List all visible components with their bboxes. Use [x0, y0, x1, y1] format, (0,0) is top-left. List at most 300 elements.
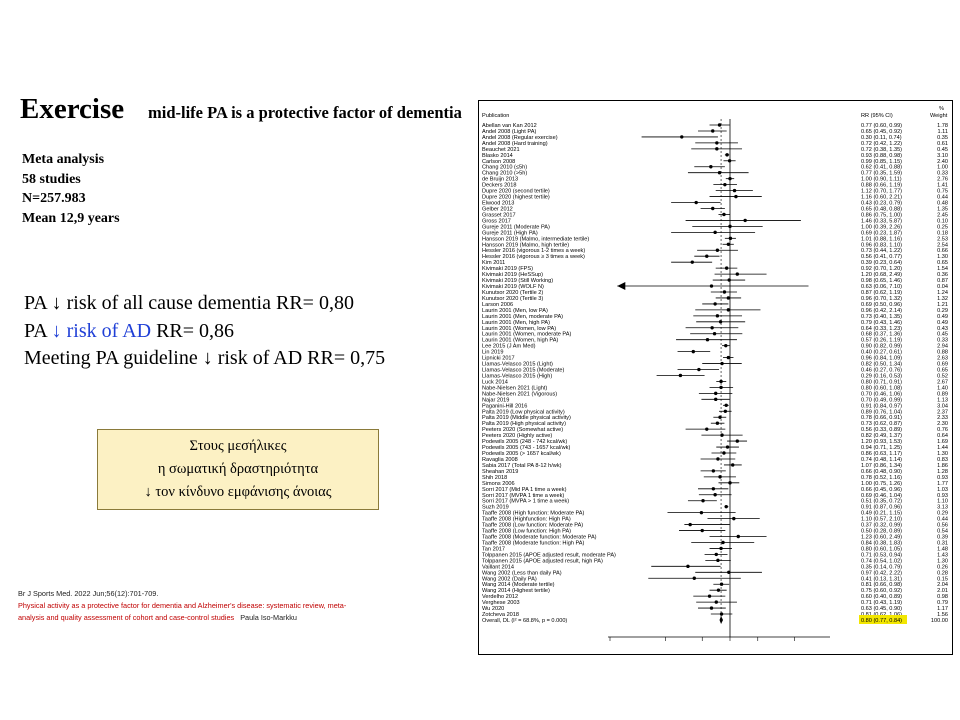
forest-plot [478, 100, 953, 655]
rr-value: 0.40 (0.27, 0.61) [861, 349, 903, 356]
meta-analysis-summary [22, 150, 120, 228]
weight-value: 1.43 [937, 552, 948, 559]
weight-value: 2.30 [937, 421, 948, 428]
study-label: Hansson 2019 (Malmo, high tertile) [482, 242, 570, 249]
point-estimate [708, 594, 711, 597]
point-estimate [716, 314, 719, 317]
point-estimate [716, 421, 719, 424]
greek-line: Στους μεσήλικες [189, 438, 287, 454]
rr-value: 0.62 (0.41, 0.88) [861, 164, 903, 171]
study-label: Palta 2019 (Low physical activity) [482, 409, 565, 416]
weight-value: 0.44 [937, 516, 948, 523]
point-estimate [713, 493, 716, 496]
forest-plot-svg [478, 100, 953, 655]
point-estimate [725, 404, 728, 407]
rr-value: 1.00 (0.75, 1.26) [861, 480, 903, 487]
point-estimate [727, 296, 730, 299]
study-label: Laurin 2001 (Men, high PA) [482, 319, 550, 326]
point-estimate [719, 320, 722, 323]
point-estimate [724, 410, 727, 413]
rr-value: 0.80 (0.71, 0.91) [861, 379, 903, 386]
weight-value: 1.11 [937, 128, 948, 135]
weight-value: 0.88 [937, 349, 948, 356]
study-label: Tolppanen 2015 (APOE adjusted result, moderate PA) [482, 552, 616, 559]
overall-diamond [720, 616, 723, 624]
weight-value: 3.13 [937, 504, 948, 511]
study-label: Taaffe 2008 (Moderate function: High PA) [482, 540, 585, 547]
study-label: Dupre 2020 (second tertile) [482, 188, 550, 195]
point-estimate [711, 207, 714, 210]
rr-value: 0.63 (0.45, 0.90) [861, 606, 903, 613]
study-label: Chang 2010 (≤5h) [482, 164, 528, 171]
rr-value: 0.43 (0.23, 0.79) [861, 200, 903, 207]
point-estimate [728, 177, 731, 180]
point-estimate [717, 588, 720, 591]
study-label: Hansson 2019 (Malmo, intermediate tertile) [482, 236, 590, 243]
rr-value: 0.46 (0.27, 0.76) [861, 367, 903, 374]
rr-value: 0.50 (0.28, 0.89) [861, 528, 903, 535]
study-label: Simons 2006 [482, 480, 515, 487]
point-estimate [686, 565, 689, 568]
weight-value: 0.04 [937, 284, 948, 291]
rr-value: 0.92 (0.70, 1.20) [861, 266, 903, 273]
point-estimate [722, 451, 725, 454]
point-estimate [727, 278, 730, 281]
rr-value: 1.46 (0.33, 5.87) [861, 218, 903, 225]
study-label: Kunutsor 2020 (Tertile 2) [482, 289, 544, 296]
meta-line: 58 studies [22, 171, 81, 187]
weight-value: 0.44 [937, 194, 948, 201]
ci-arrow [617, 282, 625, 290]
finding-ad [24, 318, 385, 346]
rr-value: 0.78 (0.66, 0.91) [861, 415, 903, 422]
point-estimate [723, 183, 726, 186]
study-label: Gelber 2012 [482, 206, 513, 213]
weight-value: 0.33 [937, 170, 948, 177]
weight-value: 0.49 [937, 319, 948, 326]
rr-value: 0.96 (0.84, 1.09) [861, 355, 903, 362]
point-estimate [721, 541, 724, 544]
study-label: Llamas-Velasco 2015 (Moderate) [482, 367, 565, 374]
weight-value: 0.93 [937, 474, 948, 481]
study-label: Laurin 2001 (Women, low PA) [482, 325, 557, 332]
point-estimate [714, 392, 717, 395]
weight-value: 0.54 [937, 528, 948, 535]
study-label: de Bruijn 2013 [482, 176, 519, 183]
point-estimate [727, 571, 730, 574]
rr-value: 0.60 (0.40, 0.89) [861, 594, 903, 601]
weight-value: 2.37 [937, 409, 948, 416]
weight-value: 0.49 [937, 313, 948, 320]
rr-value: 0.71 (0.53, 0.94) [861, 552, 903, 559]
point-estimate [710, 326, 713, 329]
study-label: Najar 2019 [482, 397, 510, 404]
point-estimate [693, 577, 696, 580]
meta-line: N=257.983 [22, 191, 86, 206]
finding-ad-prefix: PA [24, 319, 52, 342]
header-rr: RR (95% CI) [861, 113, 893, 119]
weight-value: 0.28 [937, 570, 948, 577]
rr-value: 0.94 (0.71, 1.25) [861, 445, 903, 452]
weight-value: 2.94 [937, 343, 948, 350]
rr-value: 1.23 (0.60, 2.49) [861, 534, 903, 541]
point-estimate [716, 249, 719, 252]
weight-value: 0.45 [937, 146, 948, 153]
point-estimate [716, 559, 719, 562]
study-label: Podewils 2005 (248 - 742 kcal/wk) [482, 439, 568, 446]
weight-value: 0.18 [937, 230, 948, 237]
study-label: Andel 2008 (Regular exercise) [482, 134, 558, 141]
rr-value: 0.88 (0.66, 1.19) [861, 182, 903, 189]
weight-value: 2.53 [937, 236, 948, 243]
point-estimate [727, 243, 730, 246]
point-estimate [733, 189, 736, 192]
point-estimate [718, 171, 721, 174]
rr-value: 0.96 (0.70, 1.32) [861, 295, 903, 302]
rr-value: 1.20 (0.93, 1.53) [861, 439, 903, 446]
rr-value: 0.77 (0.35, 1.59) [861, 170, 903, 177]
weight-value: 1.69 [937, 439, 948, 446]
weight-value: 1.00 [937, 164, 948, 171]
slide-title: Exercise [20, 93, 125, 125]
weight-value: 0.43 [937, 325, 948, 332]
weight-value: 0.26 [937, 564, 948, 571]
rr-value: 0.77 (0.60, 0.99) [861, 123, 903, 129]
point-estimate [736, 272, 739, 275]
point-estimate [694, 201, 697, 204]
study-label: Palta 2019 (Middle physical activity) [482, 415, 571, 422]
point-estimate [706, 338, 709, 341]
weight-value: 0.66 [937, 248, 948, 255]
weight-value: 1.30 [937, 451, 948, 458]
point-estimate [701, 529, 704, 532]
rr-value: 0.74 (0.48, 1.14) [861, 456, 903, 463]
rr-value: 0.64 (0.33, 1.23) [861, 325, 903, 332]
weight-value: 0.25 [937, 224, 948, 231]
study-label: Shih 2018 [482, 474, 508, 481]
rr-value: 1.16 (0.60, 2.21) [861, 194, 903, 201]
weight-value: 1.40 [937, 385, 948, 392]
weight-value: 2.33 [937, 415, 948, 422]
point-estimate [732, 517, 735, 520]
rr-value: 0.57 (0.26, 1.19) [861, 337, 903, 344]
weight-value: 1.21 [937, 301, 948, 308]
study-label: Taaffe 2008 (High function: Moderate PA) [482, 510, 585, 517]
weight-value: 1.32 [937, 295, 948, 302]
weight-value: 0.83 [937, 456, 948, 463]
weight-value: 1.48 [937, 546, 948, 553]
study-label: Kivimaki 2019 (HeSSup) [482, 272, 543, 279]
study-label: Blasko 2014 [482, 152, 513, 159]
study-label: Kivimaki 2019 (WOLF N) [482, 284, 544, 291]
study-label: Kivimaki 2019 (FPS) [482, 266, 533, 273]
study-label: Laurin 2001 (Women, high PA) [482, 337, 559, 344]
point-estimate [736, 439, 739, 442]
rr-value: 0.69 (0.46, 1.04) [861, 492, 903, 499]
weight-value: 0.45 [937, 331, 948, 338]
weight-value: 1.54 [937, 266, 948, 273]
study-label: Beauchet 2021 [482, 146, 520, 153]
weight-value: 0.39 [937, 534, 948, 541]
rr-value: 0.84 (0.38, 1.83) [861, 540, 903, 547]
study-label: Gross 2017 [482, 218, 511, 225]
weight-value: 0.36 [937, 272, 948, 279]
rr-value: 0.80 (0.60, 1.08) [861, 385, 903, 392]
weight-value: 0.29 [937, 307, 948, 314]
rr-value: 0.69 (0.50, 0.96) [861, 301, 903, 308]
point-estimate [720, 433, 723, 436]
point-estimate [716, 457, 719, 460]
study-label: Kim 2011 [482, 260, 506, 267]
weight-value: 0.48 [937, 200, 948, 207]
weight-value: 0.56 [937, 522, 948, 529]
point-estimate [719, 380, 722, 383]
study-label: Hessler 2016 (vigorous ≥ 3 times a week) [482, 254, 585, 261]
study-label: Sorri 2017 (Mid PA 1 time a week) [482, 486, 567, 493]
rr-value: 1.10 (0.57, 2.10) [861, 516, 903, 523]
weight-value: 2.63 [937, 355, 948, 362]
greek-summary-box [97, 429, 379, 510]
study-label: Gureje 2011 (Moderate PA) [482, 224, 550, 231]
study-label: Wang 2002 (Less than daily PA) [482, 570, 562, 577]
rr-value: 1.00 (0.39, 2.26) [861, 224, 903, 231]
weight-value: 0.65 [937, 367, 948, 374]
point-estimate [713, 231, 716, 234]
rr-value: 0.82 (0.49, 1.37) [861, 433, 903, 440]
rr-value: 0.56 (0.33, 0.89) [861, 427, 903, 434]
weight-value: 0.69 [937, 361, 948, 368]
weight-value: 1.30 [937, 254, 948, 261]
study-label: Tolppanen 2015 (APOE adjusted result, high PA) [482, 558, 603, 565]
point-estimate [734, 195, 737, 198]
rr-value: 0.56 (0.41, 0.77) [861, 254, 903, 261]
slide-subtitle: mid-life PA is a protective factor of dementia [148, 103, 462, 122]
weight-value: 1.78 [937, 123, 948, 129]
reference-journal: Br J Sports Med. 2022 Jun;56(12):701-709. [18, 589, 159, 598]
point-estimate [710, 284, 713, 287]
point-estimate [727, 308, 730, 311]
point-estimate [679, 374, 682, 377]
rr-value: 0.72 (0.42, 1.22) [861, 140, 903, 147]
point-estimate [725, 153, 728, 156]
rr-value: 0.68 (0.37, 1.36) [861, 331, 903, 338]
study-label: Wang 2014 (Highest tertile) [482, 588, 550, 595]
study-label: Luck 2014 [482, 379, 508, 386]
study-label: Kivimaki 2019 (Still Working) [482, 278, 554, 285]
weight-value: 2.76 [937, 176, 948, 183]
study-label: Hessler 2016 (vigorous 1-2 times a week) [482, 248, 586, 255]
rr-value: 0.70 (0.46, 1.06) [861, 391, 903, 398]
study-label: Laurin 2001 (Men, moderate PA) [482, 313, 564, 320]
study-label: Peeters 2020 (Highly active) [482, 433, 553, 440]
rr-value: 0.80 (0.60, 1.05) [861, 546, 903, 553]
study-label: Wu 2020 [482, 606, 505, 613]
point-estimate [692, 350, 695, 353]
study-label: Chang 2010 (>5h) [482, 170, 528, 177]
point-estimate [725, 266, 728, 269]
study-label: Andel 2008 (Hard training) [482, 140, 548, 147]
point-estimate [725, 505, 728, 508]
study-label: Gureje 2011 (High PA) [482, 230, 538, 237]
study-label: Vaillant 2014 [482, 564, 514, 571]
weight-value: 0.75 [937, 188, 948, 195]
point-estimate [715, 553, 718, 556]
weight-value: 1.86 [937, 462, 948, 469]
point-estimate [691, 260, 694, 263]
greek-line: ↓ τον κίνδυνο εμφάνισης άνοιας [144, 484, 332, 500]
weight-value: 1.44 [937, 445, 948, 452]
rr-value: 0.93 (0.88, 0.98) [861, 152, 903, 159]
study-label: Llamas-Velasco 2015 (Light) [482, 361, 553, 368]
weight-value: 2.67 [937, 379, 948, 386]
meta-line: Mean 12,9 years [22, 210, 120, 226]
finding-ad-highlight: ↓ risk of AD [51, 319, 152, 342]
rr-value: 0.39 (0.23, 0.64) [861, 260, 903, 267]
weight-value: 0.93 [937, 492, 948, 499]
study-label: Wang 2014 (Moderate tertile) [482, 582, 555, 589]
rr-value: 0.97 (0.42, 2.22) [861, 570, 903, 577]
rr-value: 0.66 (0.45, 0.96) [861, 486, 903, 493]
point-estimate [731, 463, 734, 466]
study-label: Lin 2019 [482, 349, 504, 356]
weight-value: 1.24 [937, 289, 948, 296]
point-estimate [719, 386, 722, 389]
weight-value: 1.30 [937, 558, 948, 565]
point-estimate [711, 129, 714, 132]
point-estimate [719, 547, 722, 550]
rr-value: 0.29 (0.16, 0.53) [861, 373, 903, 380]
weight-value: 2.45 [937, 212, 948, 219]
study-label: Laurin 2001 (Women, moderate PA) [482, 331, 572, 338]
reference-title-end: analysis and quality assessment of cohort and case-control studies [18, 613, 235, 622]
study-label: Kunutsor 2020 (Tertile 3) [482, 295, 544, 302]
weight-value: 1.77 [937, 480, 948, 487]
study-label: Larson 2006 [482, 301, 514, 308]
rr-value: 1.20 (0.68, 2.49) [861, 272, 903, 279]
study-label: Dupre 2020 (highest tertile) [482, 194, 550, 201]
rr-value: 0.82 (0.50, 1.34) [861, 361, 903, 368]
study-label: Deckers 2018 [482, 182, 517, 189]
finding-pa-guideline: Meeting PA guideline ↓ risk of AD RR= 0,75 [24, 347, 386, 369]
weight-value: 0.64 [937, 433, 948, 440]
rr-value: 0.90 (0.82, 0.99) [861, 343, 903, 350]
point-estimate [697, 368, 700, 371]
reference-title: Physical activity as a protective factor for dementia and Alzheimer's disease: systematic review, meta- [18, 601, 347, 610]
overall-label: Overall, DL (I² = 68.8%, p = 0.000) [482, 618, 568, 624]
rr-value: 0.98 (0.65, 1.46) [861, 278, 903, 285]
point-estimate [713, 332, 716, 335]
study-label: Verghese 2003 [482, 600, 520, 607]
point-estimate [715, 147, 718, 150]
point-estimate [727, 356, 730, 359]
study-label: Llamas-Velasco 2015 (High) [482, 373, 553, 380]
rr-value: 0.41 (0.13, 1.31) [861, 576, 903, 583]
study-label: Abellan van Kan 2012 [482, 123, 537, 129]
study-label: Taaffe 2008 (Moderate function: Moderate PA) [482, 534, 597, 541]
weight-value: 1.41 [937, 182, 948, 189]
reference [18, 588, 346, 624]
rr-value: 0.86 (0.75, 1.00) [861, 212, 903, 219]
header-study: Publication [482, 113, 510, 119]
point-estimate [718, 416, 721, 419]
weight-value: 2.01 [937, 588, 948, 595]
rr-value: 0.91 (0.87, 0.96) [861, 504, 903, 511]
point-estimate [714, 398, 717, 401]
weight-value: 0.35 [937, 134, 948, 141]
study-label: Sorri 2017 (MVPA > 1 time a week) [482, 498, 570, 505]
study-label: Taaffe 2008 (Low function: Moderate PA) [482, 522, 584, 529]
weight-value: 0.98 [937, 594, 948, 601]
rr-value: 0.30 (0.11, 0.74) [861, 134, 902, 141]
point-estimate [718, 123, 721, 126]
rr-value: 0.99 (0.85, 1.15) [861, 158, 903, 165]
point-estimate [723, 290, 726, 293]
point-estimate [726, 445, 729, 448]
weight-value: 2.54 [937, 242, 948, 249]
study-label: Ravaglia 2008 [482, 456, 518, 463]
header-weight: Weight [930, 113, 948, 119]
reference-author: Paula Iso-Markku [240, 613, 297, 622]
point-estimate [680, 135, 683, 138]
rr-value: 0.37 (0.32, 0.99) [861, 522, 903, 529]
rr-value: 0.66 (0.48, 0.90) [861, 468, 903, 475]
point-estimate [720, 612, 723, 615]
finding-all-cause-dementia: PA ↓ risk of all cause dementia RR= 0,80 [24, 292, 354, 314]
point-estimate [728, 481, 731, 484]
study-label: Nabe-Nielsen 2021 (Light) [482, 385, 548, 392]
study-label: Elwood 2013 [482, 200, 515, 207]
weight-value: 0.76 [937, 427, 948, 434]
study-label: Grasset 2017 [482, 212, 516, 219]
rr-value: 0.74 (0.54, 1.02) [861, 558, 903, 565]
rr-value: 0.72 (0.38, 1.35) [861, 146, 903, 153]
study-label: Podewils 2005 (> 1657 kcal/wk) [482, 451, 561, 458]
point-estimate [743, 219, 746, 222]
study-label: Laurin 2001 (Men, low PA) [482, 307, 548, 314]
point-estimate [722, 213, 725, 216]
weight-value: 1.28 [937, 468, 948, 475]
study-label: Wang 2002 (Daily PA) [482, 576, 537, 583]
greek-line: η σωματική δραστηριότητα [157, 461, 319, 477]
rr-value: 0.96 (0.42, 2.14) [861, 307, 903, 314]
weight-value: 0.10 [937, 218, 948, 225]
study-label: Palta 2019 (High physical activity) [482, 421, 566, 428]
point-estimate [712, 487, 715, 490]
weight-value: 2.40 [937, 158, 948, 165]
point-estimate [705, 255, 708, 258]
point-estimate [688, 523, 691, 526]
rr-value: 0.70 (0.49, 0.99) [861, 397, 903, 404]
point-estimate [701, 499, 704, 502]
rr-value: 1.07 (0.86, 1.34) [861, 462, 903, 469]
weight-value: 0.52 [937, 373, 948, 380]
point-estimate [729, 237, 732, 240]
study-label: Peeters 2020 (Somewhat active) [482, 427, 564, 434]
rr-value: 0.69 (0.23, 1.87) [861, 230, 903, 237]
key-findings [24, 290, 385, 373]
reference-title-cont [18, 612, 346, 624]
weight-value: 0.87 [937, 278, 948, 285]
point-estimate [715, 600, 718, 603]
weight-value: 1.35 [937, 206, 948, 213]
point-estimate [724, 344, 727, 347]
study-label: Nabe-Nielsen 2021 (Vigorous) [482, 391, 558, 398]
weight-value: 1.17 [937, 606, 948, 613]
rr-value: 0.65 (0.45, 0.92) [861, 128, 903, 135]
rr-value: 0.79 (0.43, 1.46) [861, 319, 903, 326]
point-estimate [718, 475, 721, 478]
rr-value: 0.65 (0.48, 0.88) [861, 206, 903, 213]
